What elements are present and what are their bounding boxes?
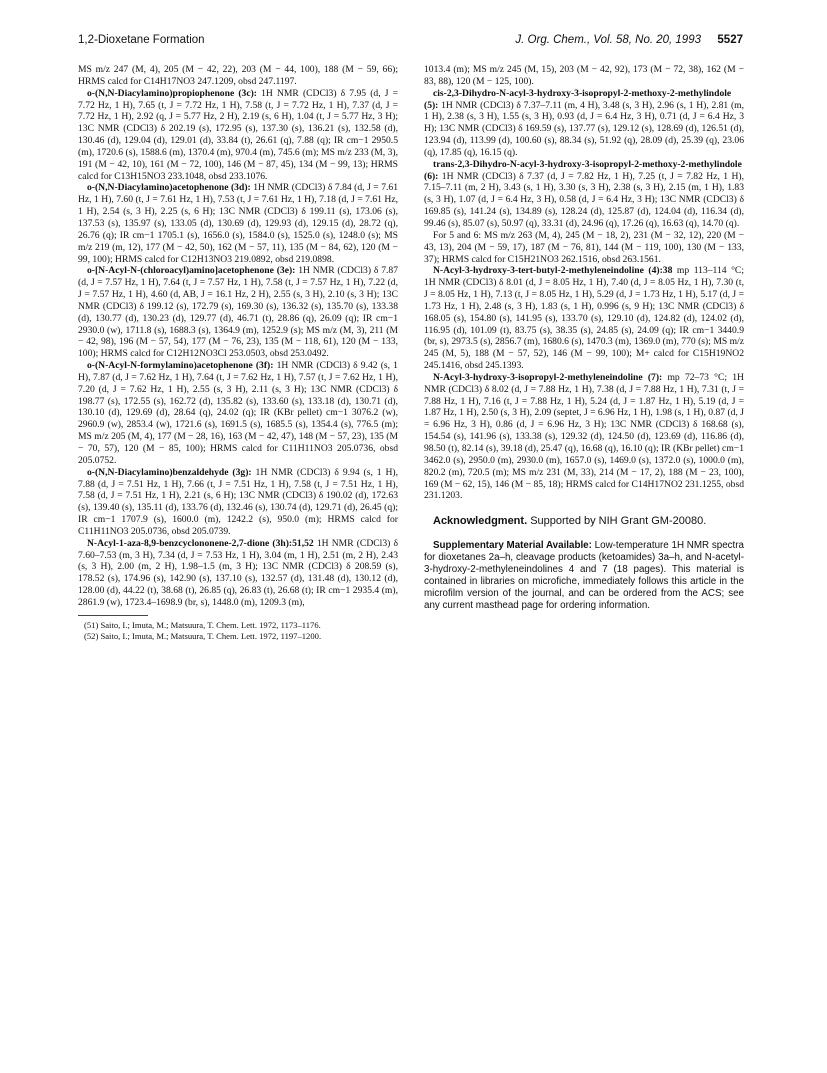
acknowledgment <box>424 514 744 528</box>
compound-paragraph: cis-2,3-Dihydro-N-acyl-3-hydroxy-3-isopropyl-2-methoxy-2-methylindole (5): 1H NMR (CDCl3) δ 7.37–7.11 (m, 4 H), 3.48 (s, 3 H), 2.96 (s, 1 H), 2.81 (m, 1 H), 2.38 (s, 3 H), 1.55 (s, 3 H), 0.93 (d, J = 6.4 Hz, 3 H), 0.71 (d, J = 6.4 Hz, 3 H); 13C NMR (CDCl3) δ 169.59 (s), 137.77 (s), 129.12 (s), 128.69 (d), 126.51 (d), 123.94 (d), 113.99 (d), 100.60 (s), 88.34 (s), 51.92 (q), 28.09 (d), 25.39 (q), 23.06 (q), 17.85 (q), 16.15 (q). <box>424 87 744 158</box>
compound-paragraph: o-(N,N-Diacylamino)benzaldehyde (3g): 1H NMR (CDCl3) δ 9.94 (s, 1 H), 7.88 (d, J = 7.51 Hz, 1 H), 7.66 (t, J = 7.51 Hz, 1 H), 7.58 (t, J = 7.51 Hz, 1 H), 7.58 (d, J = 7.51 Hz, 1 H), 2.21 (s, 6 H); 13C NMR (CDCl3) δ 190.02 (d), 172.63 (s), 139.40 (s), 135.11 (d), 133.76 (d), 132.46 (s), 130.74 (d), 129.71 (d), 26.45 (q); IR cm−1 1707.9 (s), 1600.0 (m), 1242.2 (s), 950.0 (m); HRMS calcd for C11H11NO3 205.0736, obsd 205.0739. <box>78 466 399 537</box>
compound-paragraph: o-(N,N-Diacylamino)acetophenone (3d): 1H NMR (CDCl3) δ 7.84 (d, J = 7.61 Hz, 1 H), 7.60 (t, J = 7.61 Hz, 1 H), 7.53 (t, J = 7.61 Hz, 1 H), 7.18 (d, J = 7.61 Hz, 1 H), 2.54 (s, 3 H), 2.25 (s, 6 H); 13C NMR (CDCl3) δ 199.11 (s), 173.06 (s), 137.53 (s), 135.97 (s), 133.05 (d), 130.69 (d), 129.93 (d), 129.15 (d), 28.72 (q), 26.76 (q); IR cm−1 1705.1 (s), 1656.0 (s), 1584.0 (s), 1525.0 (s), 1248.0 (s); MS m/z 219 (m, 12), 177 (M − 42, 50), 162 (M − 57, 11), 135 (M − 84, 62), 120 (M − 99, 100); HRMS calcd for C12H13NO3 219.0892, obsd 219.0898. <box>78 182 398 265</box>
acknowledgment-text: Supported by NIH Grant GM-20080. <box>530 515 707 528</box>
supplementary-material <box>424 540 744 612</box>
section-gap <box>424 528 744 540</box>
compound-paragraph: N-Acyl-3-hydroxy-3-isopropyl-2-methyleneindoline (7): mp 72–73 °C; 1H NMR (CDCl3) δ 8.02 (d, J = 7.88 Hz, 1 H), 7.38 (d, J = 7.88 Hz, 1 H), 7.31 (t, J = 7.88 Hz, 1 H), 7.16 (t, J = 7.88 Hz, 1 H), 5.24 (d, J = 1.87 Hz, 1 H), 5.19 (d, J = 1.87 Hz, 1 H), 2.50 (s, 3 H), 2.09 (septet, J = 6.96 Hz, 1 H), 1.98 (s, 1 H), 0.87 (d, J = 6.96 Hz, 3 H), 0.86 (d, J = 6.96 Hz, 3 H); 13C NMR (CDCl3) δ 168.68 (s), 154.54 (s), 141.96 (s), 133.38 (s), 129.32 (d), 124.50 (d), 123.69 (d), 116.86 (d), 98.50 (t), 82.14 (s), 39.18 (d), 25.47 (q), 16.68 (q), 16.10 (q); IR (KBr pellet) cm−1 3462.0 (s), 2950.0 (m), 2930.0 (m), 1657.0 (s), 1469.0 (s), 1372.0 (s), 1000.0 (m), 820.2 (m), 720.5 (m); MS m/z 231 (M, 33), 214 (M − 17, 2), 188 (M − 23, 100), 169 (M − 62, 15), 146 (M − 85, 18); HRMS calcd for C14H17NO2 231.1255, obsd 231.1203. <box>424 371 744 502</box>
compound-paragraph: trans-2,3-Dihydro-N-acyl-3-hydroxy-3-isopropyl-2-methoxy-2-methylindole (6): 1H NMR (CDCl3) δ 7.37 (d, J = 7.82 Hz, 1 H), 7.25 (t, J = 7.82 Hz, 1 H), 7.15–7.11 (m, 2 H), 3.43 (s, 1 H), 3.30 (s, 3 H), 2.38 (s, 3 H), 2.15 (m, 1 H), 1.83 (s, 3 H), 1.07 (d, J = 6.4 Hz, 3 H), 0.58 (d, J = 6.4 Hz, 3 H); 13C NMR (CDCl3) δ 169.85 (s), 141.24 (s), 134.89 (s), 128.24 (d), 125.87 (d), 124.04 (d), 116.34 (d), 99.46 (s), 85.07 (s), 50.97 (q), 33.31 (d), 24.96 (q), 17.26 (q), 16.63 (q), 14.70 (q). <box>424 158 744 229</box>
page-number: 5527 <box>717 34 743 46</box>
acknowledgment-heading: Acknowledgment. <box>433 515 528 528</box>
left-column <box>78 64 398 642</box>
footnote-rule <box>78 615 148 616</box>
compound-paragraph: 1013.4 (m); MS m/z 245 (M, 15), 203 (M − 42, 92), 173 (M − 72, 38), 162 (M − 83, 88), 120 (M − 125, 100). <box>424 64 744 87</box>
compound-paragraph: N-Acyl-3-hydroxy-3-tert-butyl-2-methyleneindoline (4):38 mp 113–114 °C; 1H NMR (CDCl3) δ 8.01 (d, J = 8.05 Hz, 1 H), 7.40 (d, J = 8.05 Hz, 1 H), 7.30 (t, J = 8.05 Hz, 1 H), 7.13 (t, J = 8.05 Hz, 1 H), 5.29 (d, J = 1.73 Hz, 1 H), 5.17 (d, J = 1.73 Hz, 1 H), 2.48 (s, 3 H), 1.83 (s, 1 H), 0.996 (s, 9 H); 13C NMR (CDCl3) δ 168.05 (s), 154.80 (s), 141.95 (s), 133.70 (s), 129.10 (d), 124.82 (d), 124.02 (d), 116.95 (d), 101.09 (t), 83.75 (s), 38.35 (s), 24.85 (s), 24.09 (q); IR cm−1 3440.9 (br, s), 2973.5 (s), 2856.7 (m), 1680.6 (s), 1470.3 (m), 1369.0 (m), 770 (s); MS m/z 245 (M, 5), 188 (M − 57, 52), 146 (M − 99, 100); M+ calcd for C15H19NO2 245.1416, obsd 245.1393. <box>424 265 744 372</box>
compound-paragraph: N-Acyl-1-aza-8,9-benzcyclononene-2,7-dione (3h):51,52 1H NMR (CDCl3) δ 7.60–7.53 (m, 3 H), 7.34 (d, J = 7.53 Hz, 1 H), 3.04 (m, 1 H), 2.51 (m, 2 H), 2.43 (s, 3 H), 2.00 (m, 2 H), 1.98–1.5 (m, 3 H); 13C NMR (CDCl3) δ 208.59 (s), 178.52 (s), 174.96 (s), 142.90 (s), 137.10 (s), 132.57 (d), 131.48 (d), 130.12 (d), 128.00 (d), 44.22 (t), 38.68 (t), 26.85 (q), 26.83 (t), 26.68 (t); IR cm−1 2935.4 (m), 2861.9 (w), 1723.4–1698.9 (br, s), 1448.0 (m), 1209.3 (m), <box>78 537 398 608</box>
supplementary-text: Low-temperature 1H NMR spectra for dioxetanes 2a–h, cleavage products (ketoamides) 3a–h, and N-acetyl-3-hydroxy-2-methyleneindolines 4 and 7 (18 pages). This material is contained in libraries on microfiche, immediately follows this article in the microfilm version of the journal, and can be ordered from the ACS; see any current masthead page for ordering information. <box>424 540 744 612</box>
running-header <box>78 34 743 52</box>
footnote: (51) Saito, I.; Imuta, M.; Matsuura, T. Chem. Lett. 1972, 1173–1176. <box>84 619 321 630</box>
compound-paragraph: o-(N,N-Diacylamino)propiophenone (3c): 1H NMR (CDCl3) δ 7.95 (d, J = 7.72 Hz, 1 H), 7.65 (t, J = 7.72 Hz, 1 H), 7.58 (t, J = 7.72 Hz, 1 H), 7.37 (d, J = 7.72 Hz, 1 H), 2.92 (q, J = 5.77 Hz, 2 H), 2.19 (s, 6 H), 1.04 (t, J = 5.77 Hz, 3 H); 13C NMR (CDCl3) δ 202.19 (s), 172.95 (s), 137.30 (s), 136.21 (s), 132.58 (d), 130.46 (d), 129.04 (d), 129.01 (d), 33.84 (t), 26.61 (q), 7.88 (q); IR cm−1 2950.5 (m), 1720.6 (s), 1588.6 (m), 1370.4 (m), 970.4 (m), 745.6 (m); MS m/z 233 (M, 3), 191 (M − 42, 10), 161 (M − 72, 100), 146 (M − 87, 45), 134 (M − 99, 13); HRMS calcd for C13H15NO3 233.1048, obsd 233.1076. <box>78 87 398 182</box>
supplementary-heading: Supplementary Material Available: <box>433 540 592 552</box>
footnote: (52) Saito, I.; Imuta, M.; Matsuura, T. Chem. Lett. 1972, 1197–1200. <box>84 630 322 641</box>
compound-paragraph: o-[N-Acyl-N-(chloroacyl)amino]acetophenone (3e): 1H NMR (CDCl3) δ 7.87 (d, J = 7.57 Hz, 1 H), 7.64 (t, J = 7.57 Hz, 1 H), 7.58 (t, J = 7.57 Hz, 1 H), 7.22 (d, J = 7.57 Hz, 1 H), 4.60 (d, AB, J = 16.1 Hz, 2 H), 2.55 (s, 3 H), 2.10 (s, 3 H); 13C NMR (CDCl3) δ 199.12 (s), 172.79 (s), 169.30 (s), 136.32 (s), 135.70 (s), 133.38 (d), 130.77 (d), 130.23 (d), 129.77 (d), 46.71 (t), 28.86 (q), 26.09 (q); IR cm−1 2930.0 (w), 1711.8 (s), 1688.3 (s), 1364.9 (m), 1252.9 (s); MS m/z (M, 3), 211 (M − 42, 98), 196 (M − 57, 54), 177 (M − 76, 23), 135 (M − 118, 61), 120 (M − 133, 100); HRMS calcd for C12H12NO3Cl 253.0503, obsd 253.0492. <box>78 265 398 360</box>
compound-paragraph: For 5 and 6: MS m/z 263 (M, 4), 245 (M − 18, 2), 231 (M − 32, 12), 220 (M − 43, 13), 204 (M − 59, 17), 187 (M − 76, 81), 144 (M − 119, 100), 130 (M − 133, 37); HRMS calcd for C15H21NO3 262.1516, obsd 263.1561. <box>424 229 744 265</box>
right-column <box>424 64 744 612</box>
compound-paragraph: o-(N-Acyl-N-formylamino)acetophenone (3f): 1H NMR (CDCl3) δ 9.42 (s, 1 H), 7.87 (d, J = 7.62 Hz, 1 H), 7.64 (t, J = 7.62 Hz, 1 H), 7.57 (t, J = 7.62 Hz, 1 H), 7.20 (d, J = 7.62 Hz, 1 H), 2.55 (s, 3 H), 2.11 (s, 3 H); 13C NMR (CDCl3) δ 198.77 (s), 172.55 (s), 162.72 (d), 135.82 (s), 133.60 (s), 133.18 (d), 130.71 (d), 130.10 (d), 129.69 (d), 28.64 (q), 24.02 (q); IR (KBr pellet) cm−1 3076.2 (w), 2960.9 (w), 2853.4 (w), 1721.6 (s), 1691.5 (s), 1685.5 (s), 1354.4 (s), 776.5 (m); MS m/z 205 (M, 4), 177 (M − 28, 16), 163 (M − 42, 47), 148 (M − 57, 23), 135 (M − 70, 57), 120 (M − 85, 100); HRMS calcd for C11H11NO3 205.0736, obsd 205.0752. <box>78 360 398 466</box>
running-title: 1,2-Dioxetane Formation <box>78 34 205 46</box>
journal-citation: J. Org. Chem., Vol. 58, No. 20, 1993 <box>515 34 701 46</box>
compound-paragraph: MS m/z 247 (M, 4), 205 (M − 42, 22), 203 (M − 44, 100), 188 (M − 59, 66); HRMS calcd for C14H17NO3 247.1209, obsd 247.1197. <box>78 64 398 87</box>
section-gap <box>424 502 744 514</box>
